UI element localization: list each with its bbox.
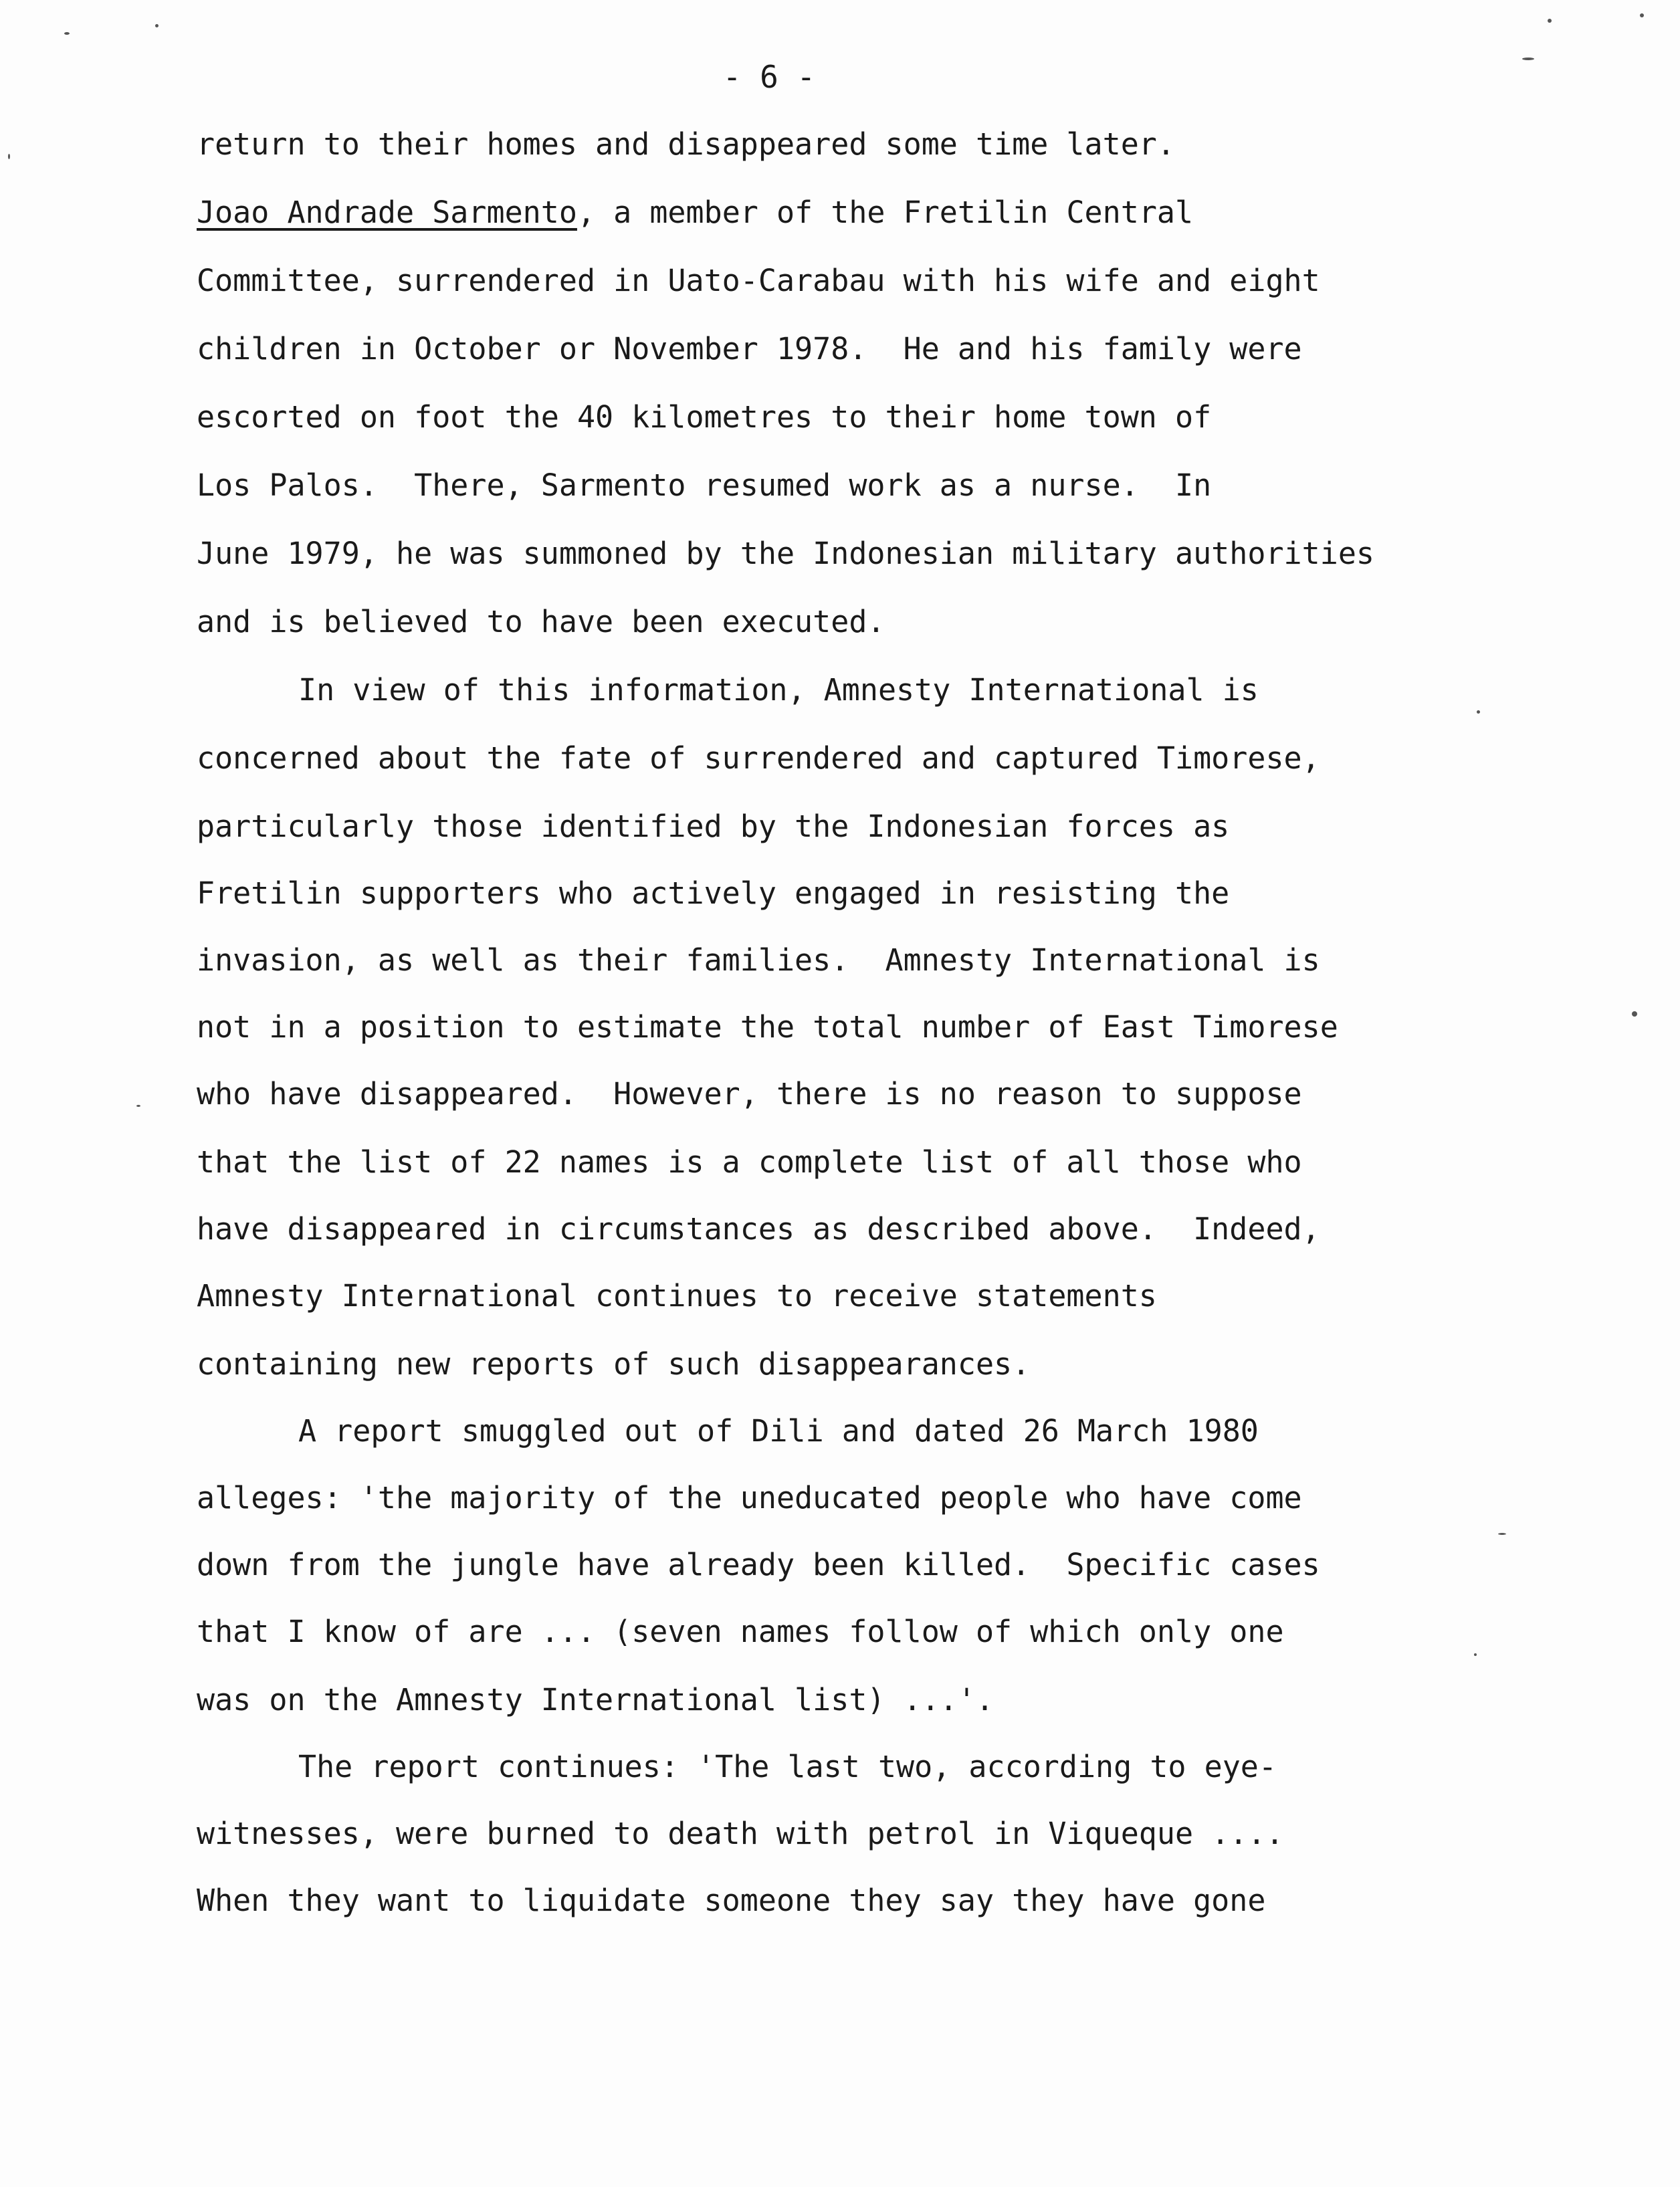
text-line-2: Joao Andrade Sarmento, a member of the Fretilin Central xyxy=(197,195,1194,230)
text-line-15: who have disappeared. However, there is no reason to suppose xyxy=(197,1076,1302,1112)
text-line-3: Committee, surrendered in Uato-Carabau with his wife and eight xyxy=(197,263,1320,298)
scan-speck xyxy=(1477,710,1480,714)
text-line-27: When they want to liquidate someone they say they have gone xyxy=(197,1883,1266,1918)
text-line-25: The report continues: 'The last two, according to eye- xyxy=(298,1749,1277,1784)
text-line-14: not in a position to estimate the total number of East Timorese xyxy=(197,1009,1338,1045)
text-line-10: concerned about the fate of surrendered and captured Timorese, xyxy=(197,740,1320,776)
scan-speck xyxy=(64,32,70,35)
text-line-9: In view of this information, Amnesty International is xyxy=(298,672,1259,708)
scan-speck xyxy=(1474,1653,1477,1656)
scan-speck xyxy=(136,1105,140,1107)
text-line-8: and is believed to have been executed. xyxy=(197,604,885,639)
text-line-24: was on the Amnesty International list) ...'. xyxy=(197,1682,994,1717)
text-line-18: Amnesty International continues to receive statements xyxy=(197,1278,1157,1314)
text-line-17: have disappeared in circumstances as described above. Indeed, xyxy=(197,1211,1320,1247)
scan-speck xyxy=(1548,19,1552,23)
text-line-21: alleges: 'the majority of the uneducated people who have come xyxy=(197,1480,1302,1516)
scan-speck xyxy=(8,154,10,159)
text-line-22: down from the jungle have already been killed. Specific cases xyxy=(197,1547,1320,1582)
text-line-6: Los Palos. There, Sarmento resumed work as a nurse. In xyxy=(197,467,1212,503)
scan-speck xyxy=(155,24,159,27)
text-line-20: A report smuggled out of Dili and dated 26 March 1980 xyxy=(298,1413,1259,1449)
text-line-5: escorted on foot the 40 kilometres to their home town of xyxy=(197,399,1212,435)
page-number: - 6 - xyxy=(722,59,816,95)
text-line-23: that I know of are ... (seven names follow of which only one xyxy=(197,1614,1284,1649)
text-line-19: containing new reports of such disappearances. xyxy=(197,1346,1031,1382)
scan-speck xyxy=(1632,1011,1637,1017)
text-line-16: that the list of 22 names is a complete list of all those who xyxy=(197,1144,1302,1180)
scan-speck xyxy=(1498,1533,1506,1535)
scan-speck xyxy=(1640,13,1644,17)
text-line-7: June 1979, he was summoned by the Indonesian military authorities xyxy=(197,536,1374,571)
text-line-4: children in October or November 1978. He and his family were xyxy=(197,331,1302,367)
text-line-1: return to their homes and disappeared some time later. xyxy=(197,126,1175,162)
text-line-26: witnesses, were burned to death with petrol in Viqueque .... xyxy=(197,1816,1284,1851)
scan-speck xyxy=(1522,58,1534,60)
text-line-13: invasion, as well as their families. Amnesty International is xyxy=(197,942,1320,978)
text-line-12: Fretilin supporters who actively engaged in resisting the xyxy=(197,875,1230,911)
underlined-name: Joao Andrade Sarmento xyxy=(197,195,577,230)
text-line-11: particularly those identified by the Indonesian forces as xyxy=(197,809,1230,844)
